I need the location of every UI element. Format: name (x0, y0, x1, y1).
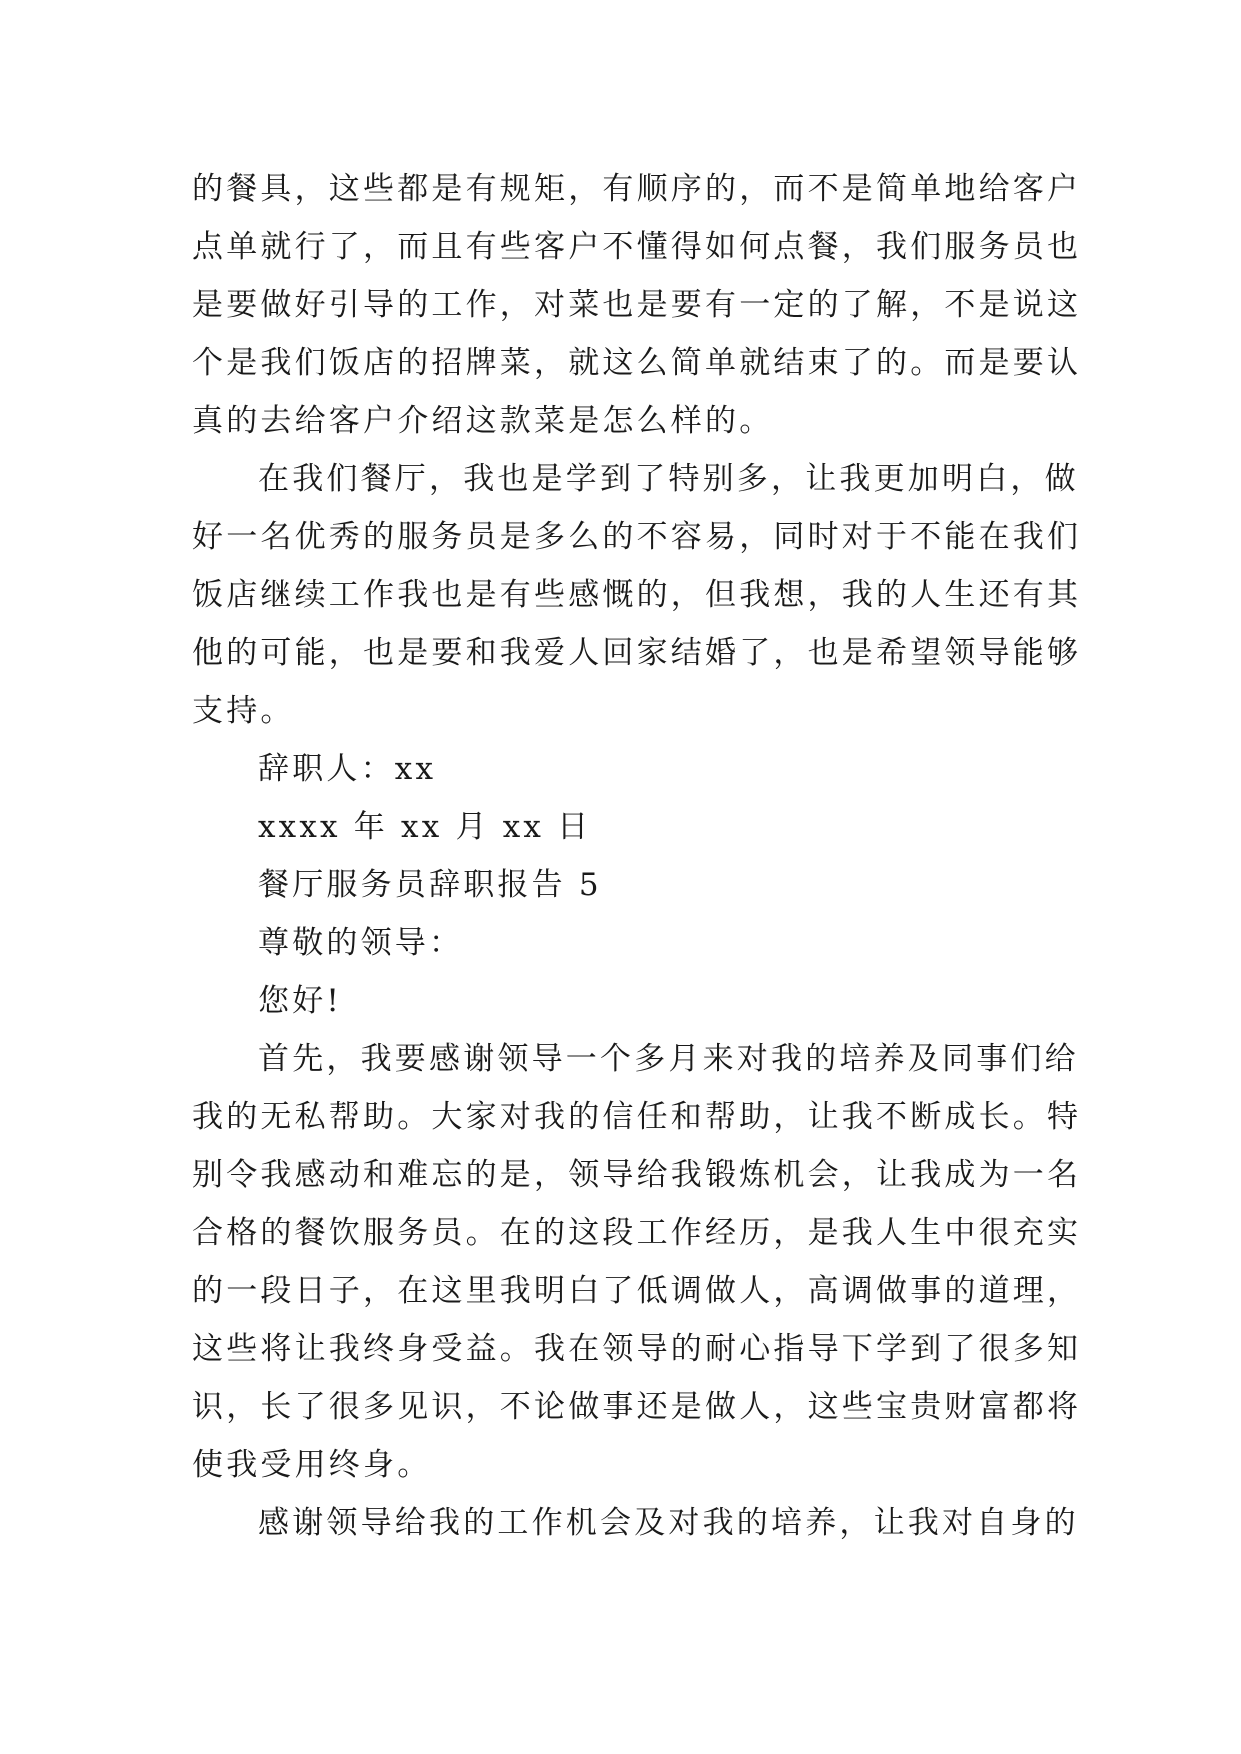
text-line: 点单就行了，而且有些客户不懂得如何点餐，我们服务员也 (192, 229, 1082, 265)
paragraph-gratitude (192, 1494, 1079, 1552)
paragraph-service-etiquette (192, 160, 1082, 450)
text-line: 合格的餐饮服务员。在的这段工作经历，是我人生中很充实 (192, 1215, 1082, 1251)
document-page (192, 160, 1082, 1552)
text-line: 在我们餐厅，我也是学到了特别多，让我更加明白，做 (258, 461, 1079, 497)
text-line: 尊敬的领导： (258, 925, 464, 961)
text-line: 辞职人：xx (258, 751, 437, 787)
text-line: 这些将让我终身受益。我在领导的耐心指导下学到了很多知 (192, 1331, 1082, 1367)
text-line: 识，长了很多见识，不论做事还是做人，这些宝贵财富都将 (192, 1389, 1082, 1425)
text-line: 好一名优秀的服务员是多么的不容易，同时对于不能在我们 (192, 519, 1082, 555)
text-line: 的一段日子，在这里我明白了低调做人，高调做事的道理， (192, 1273, 1082, 1309)
text-line: 别令我感动和难忘的是，领导给我锻炼机会，让我成为一名 (192, 1157, 1082, 1193)
paragraph-thanks (192, 1030, 1082, 1494)
text-line: 使我受用终身。 (192, 1447, 432, 1483)
signature-date (192, 798, 1072, 856)
resigner-signature (192, 740, 1072, 798)
text-line: 首先，我要感谢领导一个多月来对我的培养及同事们给 (258, 1041, 1079, 1077)
text-line: 您好! (258, 983, 343, 1019)
text-line: xxxx 年 xx 月 xx 日 (258, 809, 592, 845)
text-line: 个是我们饭店的招牌菜，就这么简单就结束了的。而是要认 (192, 345, 1082, 381)
salutation (192, 914, 1072, 972)
text-line: 我的无私帮助。大家对我的信任和帮助，让我不断成长。特 (192, 1099, 1082, 1135)
greeting (192, 972, 1072, 1030)
text-line: 是要做好引导的工作，对菜也是要有一定的了解，不是说这 (192, 287, 1082, 323)
text-line: 的餐具，这些都是有规矩，有顺序的，而不是简单地给客户 (192, 171, 1082, 207)
paragraph-learned-much (192, 450, 1082, 740)
text-line: 感谢领导给我的工作机会及对我的培养，让我对自身的 (258, 1505, 1079, 1541)
text-line: 真的去给客户介绍这款菜是怎么样的。 (192, 403, 774, 439)
text-line: 餐厅服务员辞职报告 5 (258, 867, 602, 903)
report-heading (192, 856, 1072, 914)
text-line: 他的可能，也是要和我爱人回家结婚了，也是希望领导能够 (192, 635, 1082, 671)
text-line: 支持。 (192, 693, 295, 729)
text-line: 饭店继续工作我也是有些感慨的，但我想，我的人生还有其 (192, 577, 1082, 613)
